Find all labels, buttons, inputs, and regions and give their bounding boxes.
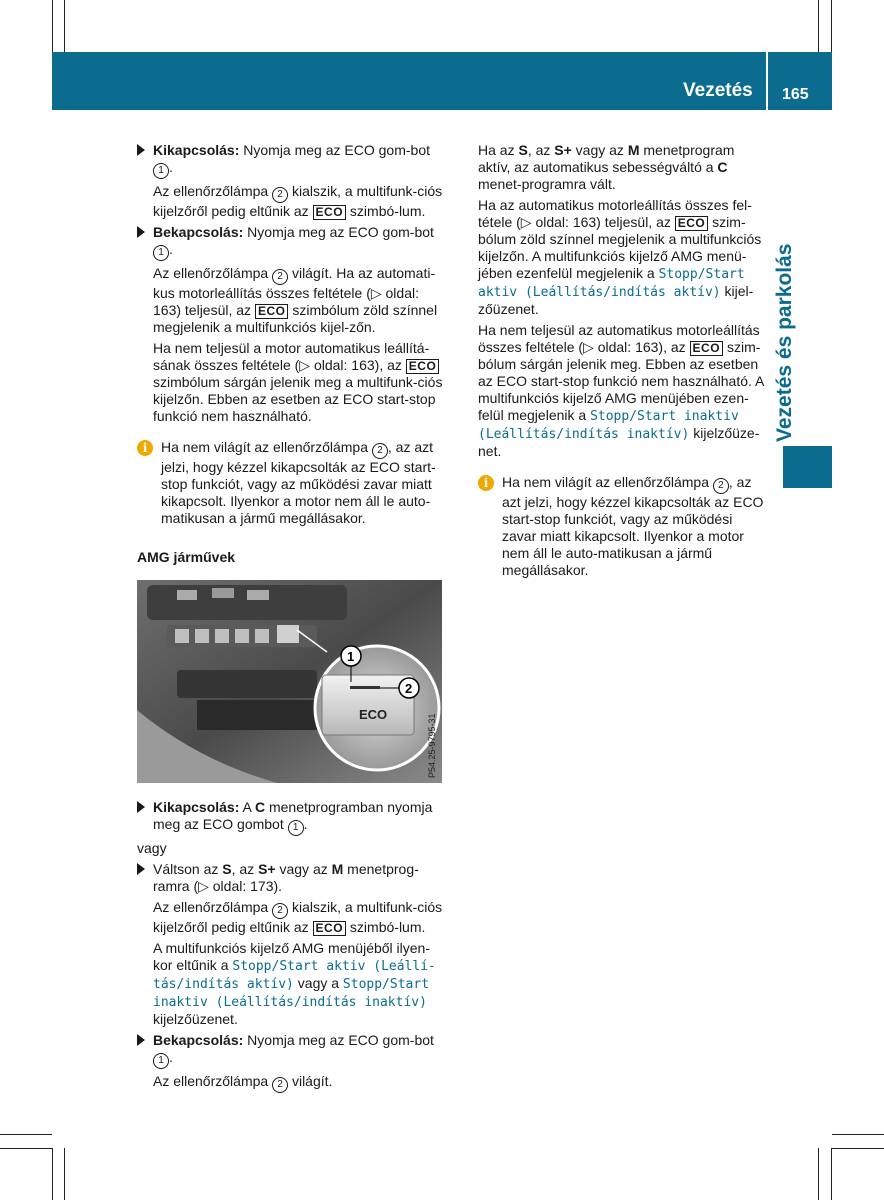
eco-symbol: ECO	[313, 921, 347, 936]
console-lower-panel	[197, 700, 317, 730]
step-label: Kikapcsolás:	[153, 799, 240, 815]
step-arrow-icon	[137, 801, 145, 813]
instruction-step: Bekapcsolás: Nyomja meg az ECO gom-bot 1 . Az ellenőrzőlámpa 2 világít.	[137, 1032, 443, 1093]
callout-2-number: 2	[405, 681, 413, 696]
page-header-title: Vezetés	[683, 80, 753, 101]
console-button	[177, 590, 197, 600]
instruction-step: Bekapcsolás: Nyomja meg az ECO gom-bot 1 . Az ellenőrzőlámpa 2 világít. Ha az automati-kus motorleállítás összes feltétele (▷ oldal: 163) teljesül, az ECO szimbólum zöld színnel megjelenik a multifunkciós kijel-zőn. Ha nem teljesül a motor automatikus leállítá-sának összes feltétele (▷ oldal: 163), az ECO szimbólum sárgán jelenik meg a multifunk-ciós kijelzőn. Ebben az esetben az ECO start-stop funkció nem használható.	[137, 224, 443, 425]
instruction-step: Váltson az S, az S+ vagy az M menetprog-ramra (▷ oldal: 173). Az ellenőrzőlámpa 2 kialszik, a multifunk-ciós kijelzőről pedig eltűnik az ECO szimbó-lum. A multifunkciós kijelző AMG menüjéből ilyen-kor eltűnik a Stopp/Start aktiv (Leállí-tás/indítás aktív) vagy a Stopp/Start inaktiv (Leállítás/indítás inaktív) kijelzőüzenet.	[137, 861, 443, 1028]
eco-symbol: ECO	[406, 359, 440, 374]
crop-mark	[52, 0, 53, 52]
callout-2-icon: 2	[713, 478, 729, 494]
instruction-step: Kikapcsolás: A C menetprogramban nyomja meg az ECO gombot 1 .	[137, 799, 443, 836]
crop-mark	[818, 0, 819, 52]
crop-mark	[64, 1148, 65, 1200]
crop-mark	[0, 1148, 52, 1149]
eco-symbol: ECO	[313, 205, 347, 220]
console-button	[255, 629, 269, 643]
callout-2-icon: 2	[372, 443, 388, 459]
paragraph: Ha nem teljesül az automatikus motorleállítás összes feltétele (▷ oldal: 163), az ECO szim-bólum sárgán jelenik meg. Ebben az esetben az ECO start-stop funkció nem használható. A multifunkciós kijelző AMG menüjében ezen-felül megjelenik a Stopp/Start inaktiv (Leállítás/indítás inaktív) kijelzőüze-net.	[478, 322, 764, 459]
console-button	[215, 629, 229, 643]
console-button	[195, 629, 209, 643]
right-column	[478, 142, 770, 579]
display-message: Stopp/Start aktiv (Leállí-tás/indítás aktív)	[153, 959, 436, 992]
console-button	[247, 590, 269, 600]
or-text: vagy	[137, 840, 167, 856]
info-icon: i	[478, 475, 494, 491]
callout-1-icon: 1	[153, 245, 169, 261]
eco-symbol: ECO	[675, 216, 709, 231]
header-divider	[766, 52, 768, 110]
callout-2-icon: 2	[272, 903, 288, 919]
callout-1-icon: 1	[153, 1053, 169, 1069]
console-knob-row	[177, 670, 317, 698]
display-message: Stopp/Start inaktiv (Leállítás/indítás inaktív)	[478, 409, 739, 442]
step-arrow-icon	[137, 226, 145, 238]
eco-symbol: ECO	[690, 341, 724, 356]
callout-2-icon: 2	[272, 187, 288, 203]
instruction-step: Kikapcsolás: Nyomja meg az ECO gom-bot 1 . Az ellenőrzőlámpa 2 kialszik, a multifunk-ciós kijelzőről pedig eltűnik az ECO szimbó-lum.	[137, 142, 443, 220]
left-column	[137, 142, 443, 1097]
eco-button-figure	[137, 580, 442, 783]
indicator-lamp	[350, 686, 380, 689]
step-label: Kikapcsolás:	[153, 142, 240, 158]
crop-mark	[831, 0, 832, 52]
eco-button-label: ECO	[359, 707, 388, 722]
crop-mark	[0, 1134, 52, 1135]
console-button	[175, 629, 189, 643]
figure-code: P54.25-9795-31	[427, 713, 437, 778]
paragraph: Ha az S, az S+ vagy az M menetprogram aktív, az automatikus sebességváltó a C menet-programra vált.	[478, 142, 735, 192]
crop-mark	[818, 1148, 819, 1200]
step-label: Bekapcsolás:	[153, 224, 244, 240]
info-note: i Ha nem világít az ellenőrzőlámpa 2 , az azt jelzi, hogy kézzel kikapcsolták az ECO start-stop funkciót, vagy az működési zavar miatt kikapcsolt. Ilyenkor a motor nem áll le auto-matikusan a jármű megállásakor.	[478, 474, 770, 579]
section-tab-label: Vezetés és parkolás	[773, 243, 796, 442]
callout-1-icon: 1	[153, 163, 169, 179]
step-arrow-icon	[137, 863, 145, 875]
eco-symbol: ECO	[255, 304, 289, 319]
display-message: Stopp/Start inaktiv (Leállítás/indítás inaktív)	[153, 977, 430, 1010]
callout-1-icon: 1	[288, 820, 304, 836]
callout-1-number: 1	[347, 649, 355, 664]
page-number: 165	[782, 86, 809, 103]
console-button	[235, 629, 249, 643]
crop-mark	[831, 1148, 832, 1200]
step-arrow-icon	[137, 1034, 145, 1046]
console-button	[212, 588, 234, 598]
display-message: Stopp/Start aktiv (Leállítás/indítás aktív)	[478, 267, 745, 300]
step-label: Bekapcsolás:	[153, 1032, 244, 1048]
crop-mark	[832, 1134, 884, 1135]
console-button	[277, 625, 299, 643]
section-tab-marker	[783, 446, 832, 488]
callout-2-icon: 2	[272, 269, 288, 285]
info-icon: i	[137, 440, 153, 456]
section-heading: AMG járművek	[137, 549, 236, 565]
crop-mark	[832, 1148, 884, 1149]
crop-mark	[52, 1148, 53, 1200]
paragraph: Ha az automatikus motorleállítás összes fel-tétele (▷ oldal: 163) teljesül, az ECO szim-bólum zöld színnel megjelenik a multifunkciós kijelzőn. A multifunkciós kijelző AMG menü-jében ezenfelül megjelenik a Stopp/Start aktiv (Leállítás/indítás aktív) kijel-zőüzenet.	[478, 197, 762, 317]
info-note: i Ha nem világít az ellenőrzőlámpa 2 , az azt jelzi, hogy kézzel kikapcsolták az ECO start-stop funkciót, vagy az működési zavar miatt kikapcsolt. Ilyenkor a motor nem áll le auto-matikusan a jármű megállásakor.	[137, 439, 443, 527]
step-arrow-icon	[137, 144, 145, 156]
crop-mark	[64, 0, 65, 52]
callout-2-icon: 2	[272, 1077, 288, 1093]
